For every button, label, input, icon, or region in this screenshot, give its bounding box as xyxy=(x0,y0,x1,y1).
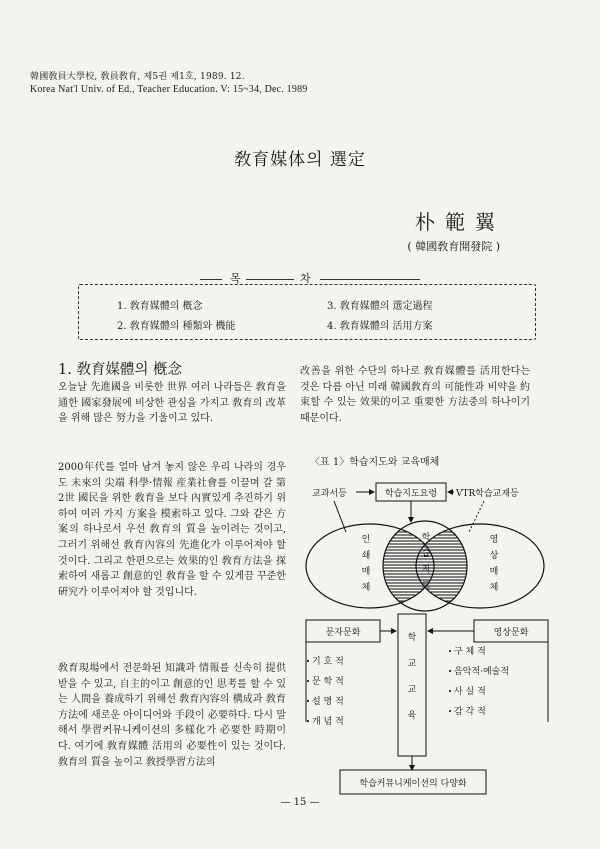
svg-text:구 체 적: 구 체 적 xyxy=(454,647,486,657)
body-paragraph: 2000年代를 얼마 남겨 놓지 않은 우리 나라의 경우도 未來의 尖端 科學·情報 産業社會를 이끌며 갈 第2世 國民을 위한 敎育을 보다 內實있게 추진하기 위하여 여러 가지 方案을 模索하고 있다. 그와 같은 方案의 하나로서 우선 敎育의 質을 높이려는 것이고, 그러기 위해선 敎育內容의 先進化가 이루어져야 할 것이다. 그리고 한편으로는 效果的인 敎育方法을 探索하여 새롭고 創意的인 敎育을 할 수 있게끔 꾸준한 硏究가 이루어져야 할 것입니다. xyxy=(58,462,286,598)
page-number: — 15 — xyxy=(280,797,320,808)
svg-text:매: 매 xyxy=(361,567,371,577)
learning-media-diagram xyxy=(294,474,558,810)
svg-text:학: 학 xyxy=(421,533,431,543)
figure-caption: 〈표 1〉학습지도와 교육매체 xyxy=(310,457,440,468)
svg-text:습: 습 xyxy=(421,549,431,559)
svg-text:기 호 적: 기 호 적 xyxy=(312,657,344,667)
svg-text:체: 체 xyxy=(361,583,371,593)
left-list xyxy=(312,655,344,727)
box-visual-culture-label: 영상문화 xyxy=(493,628,529,638)
section-heading: 1. 敎育媒體의 槪念 xyxy=(58,362,183,378)
svg-text:체: 체 xyxy=(489,583,499,593)
svg-text:사 실 적: 사 실 적 xyxy=(454,687,486,697)
connector-right xyxy=(469,501,484,532)
svg-text:지: 지 xyxy=(421,565,431,575)
toc-rule-left xyxy=(200,279,222,280)
body-paragraph: 敎育現場에서 전문화된 知識과 情報를 신속히 提供받을 수 있고, 自主的이고 創意的인 思考를 할 수 있는 人間을 養成하기 위해선 敎育內容의 構成과 敎育方法에 새로운 아이디어와 手段이 必要하다. 다시 말해서 學習커뮤니케이션의 多樣化가 必要한 時期이다. 여기에 敎育媒體 活用의 必要性이 있는 것이다. 敎育의 質을 높이고 敎授學習方法의 xyxy=(58,663,286,768)
author-affiliation: ( 韓國敎育開發院 ) xyxy=(407,240,500,253)
svg-text:도: 도 xyxy=(421,581,431,591)
toc-item: 1. 敎育媒體의 槪念 xyxy=(117,301,203,312)
body-paragraph: 改善을 위한 수단의 하나로 敎育媒體를 活用한다는 것은 다름 아닌 미래 韓國敎育의 可能性과 비약을 約束할 수 있는 效果的이고 重要한 方法중의 하나이기 때문이다. xyxy=(300,366,530,424)
svg-text:음악적·예술적: 음악적·예술적 xyxy=(454,667,510,677)
svg-text:감 각 적: 감 각 적 xyxy=(454,707,486,717)
journal-header-korean: 韓國敎員大學校, 敎員敎育, 제5권 제1호, 1989. 12. xyxy=(30,72,245,82)
top-center-label: 학습지도요령 xyxy=(384,489,438,499)
toc-label-right: 차 xyxy=(300,272,311,285)
svg-text:육: 육 xyxy=(407,711,417,721)
circle-right-label xyxy=(490,533,499,593)
bottom-box-label: 학습커뮤니케이션의 다양화 xyxy=(359,779,467,789)
circle-left-label xyxy=(362,533,371,593)
top-left-label: 교과서등 xyxy=(312,489,347,499)
journal-header-english: Korea Nat'l Univ. of Ed., Teacher Education. V: 15~34, Dec. 1989 xyxy=(30,84,308,95)
svg-text:문 학 적: 문 학 적 xyxy=(312,677,344,687)
box-text-culture-label: 문자문화 xyxy=(325,628,361,638)
right-list xyxy=(454,645,509,717)
svg-text:매: 매 xyxy=(489,567,499,577)
top-right-label: VTR학습교재등 xyxy=(456,489,519,499)
svg-text:교: 교 xyxy=(407,659,417,669)
svg-text:학: 학 xyxy=(407,633,417,643)
svg-text:교: 교 xyxy=(407,685,417,695)
svg-text:쇄: 쇄 xyxy=(361,551,371,561)
paper-title: 敎育媒体의 選定 xyxy=(234,150,366,170)
svg-text:영: 영 xyxy=(489,535,499,545)
toc-item: 4. 敎育媒體의 活用方案 xyxy=(327,321,433,332)
toc-item: 3. 敎育媒體의 選定過程 xyxy=(327,301,433,312)
author-name: 朴範翼 xyxy=(415,210,505,234)
toc-box xyxy=(78,284,536,340)
svg-text:개 념 적: 개 념 적 xyxy=(312,717,344,727)
toc-item: 2. 敎育媒體의 種類와 機能 xyxy=(117,321,236,332)
toc-label-left: 목 xyxy=(230,272,241,285)
svg-text:상: 상 xyxy=(489,551,499,561)
svg-text:설 명 적: 설 명 적 xyxy=(312,697,344,707)
toc-rule-middle xyxy=(246,279,294,280)
body-paragraph: 오늘날 先進國을 비롯한 世界 여러 나라들은 敎育을 通한 國家發展에 비상한 관심을 가지고 敎育의 改革을 위해 많은 努力을 기울이고 있다. xyxy=(58,382,286,425)
school-education-label xyxy=(408,631,417,721)
svg-text:인: 인 xyxy=(361,535,371,545)
toc-rule-right xyxy=(320,279,420,280)
